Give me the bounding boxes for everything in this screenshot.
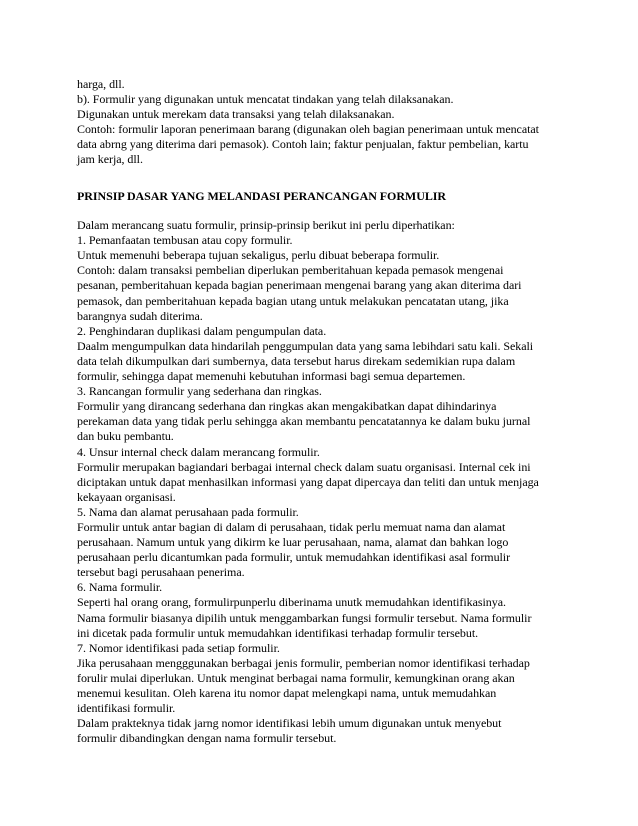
text-line: b). Formulir yang digunakan untuk mencatat tindakan yang telah dilaksanakan. bbox=[77, 92, 454, 107]
text-line: diciptakan untuk dapat menhasilkan informasi yang dapat dipercaya dan teliti dan untuk menjaga bbox=[77, 474, 539, 489]
text-line: dan buku pembantu. bbox=[77, 429, 174, 444]
text-line: Jika perusahaan mengggunakan berbagai jenis formulir, pemberian nomor identifikasi terhadap bbox=[77, 655, 530, 670]
text-line: Seperti hal orang orang, formulirpunperlu diberinama unutk memudahkan identifikasinya. bbox=[77, 595, 506, 610]
text-line: Daalm mengumpulkan data hindarilah penggumpulan data yang sama lebihdari satu kali. Sekali bbox=[77, 338, 534, 353]
text-line: data telah dikumpulkan dari sumbernya, data tersebut harus direkam sedemikian rupa dalam bbox=[77, 353, 516, 368]
text-line: perekaman data yang tidak perlu sehingga akan membantu pencatatannya ke dalam buku jurnal bbox=[77, 414, 531, 429]
text-line: Dalam merancang suatu formulir, prinsip-prinsip berikut ini perlu diperhatikan: bbox=[77, 218, 455, 233]
text-line: 5. Nama dan alamat perusahaan pada formulir. bbox=[77, 504, 299, 519]
text-line: pemasok, dan pemberitahuan kepada bagian utang untuk melakukan pencatatan utang, jika bbox=[77, 293, 509, 308]
text-line: Formulir untuk antar bagian di dalam di perusahaan, tidak perlu memuat nama dan alamat bbox=[77, 519, 506, 534]
text-line: jam kerja, dll. bbox=[77, 152, 143, 167]
text-line: Dalam prakteknya tidak jarng nomor identifikasi lebih umum digunakan untuk menyebut bbox=[77, 716, 502, 731]
text-line: 1. Pemanfaatan tembusan atau copy formulir. bbox=[77, 233, 293, 248]
text-line: 3. Rancangan formulir yang sederhana dan ringkas. bbox=[77, 384, 322, 399]
text-line: pesanan, pemberitahuan kepada bagian penerimaan mengenai barang yang akan diterima dari bbox=[77, 278, 522, 293]
text-line: ini dicetak pada formulir untuk memudahkan identifikasi terhadap formulir tersebut. bbox=[77, 625, 479, 640]
text-line: identifikasi formulir. bbox=[77, 701, 176, 716]
section-body bbox=[77, 218, 577, 746]
text-line: Digunakan untuk merekam data transaksi yang telah dilaksanakan. bbox=[77, 107, 395, 122]
text-line: tersebut bagi perusahaan penerima. bbox=[77, 565, 245, 580]
text-line: menemui kesulitan. Oleh karena itu nomor dapat melengkapi nama, untuk memudahkan bbox=[77, 686, 497, 700]
text-line: 6. Nama formulir. bbox=[77, 580, 163, 595]
text-line: formulir, sehingga dapat memenuhi kebutuhan informasi bagi semua departemen. bbox=[77, 369, 466, 384]
text-line: perusahaan perlu dicantumkan pada formulir, untuk memudahkan identifikasi asal formulir bbox=[77, 550, 511, 565]
text-line: Contoh: formulir laporan penerimaan barang (digunakan oleh bagian penerimaan untuk mencatat bbox=[77, 122, 539, 137]
text-line: kekayaan organisasi. bbox=[77, 489, 176, 504]
section bbox=[77, 189, 577, 746]
text-line: 2. Penghindaran duplikasi dalam pengumpulan data. bbox=[77, 323, 327, 338]
text-line: Contoh: dalam transaksi pembelian diperlukan pemberitahuan kepada pemasok mengenai bbox=[77, 263, 504, 278]
text-line: 4. Unsur internal check dalam merancang formulir. bbox=[77, 444, 320, 459]
text-line: harga, dll. bbox=[77, 77, 125, 91]
section-heading: PRINSIP DASAR YANG MELANDASI PERANCANGAN FORMULIR bbox=[77, 189, 447, 203]
text-line: Formulir yang dirancang sederhana dan ringkas akan mengakibatkan dapat dihindarinya bbox=[77, 399, 497, 414]
text-line: formulir dibandingkan dengan nama formulir tersebut. bbox=[77, 731, 337, 746]
text-line: Nama formulir biasanya dipilih untuk menggambarkan fungsi formulir tersebut. Nama formulir bbox=[77, 610, 532, 625]
text-line: Untuk memenuhi beberapa tujuan sekaligus, perlu dibuat beberapa formulir. bbox=[77, 248, 440, 263]
text-line: data abrng yang diterima dari pemasok). Contoh lain; faktur penjualan, faktur pembelian, kartu bbox=[77, 137, 529, 152]
text-line: 7. Nomor identifikasi pada setiap formulir. bbox=[77, 640, 280, 655]
text-line: barangnya sudah diterima. bbox=[77, 308, 203, 323]
text-line: perusahaan. Namum untuk yang dikirm ke luar perusahaan, nama, alamat dan bahkan logo bbox=[77, 535, 509, 550]
intro-paragraph bbox=[77, 77, 577, 168]
text-line: Formulir merupakan bagiandari berbagai internal check dalam suatu organisasi. Internal cek ini bbox=[77, 459, 531, 474]
text-line: forulir mulai diperlukan. Untuk menginat berbagai nama formulir, kemungkinan orang akan bbox=[77, 670, 515, 685]
